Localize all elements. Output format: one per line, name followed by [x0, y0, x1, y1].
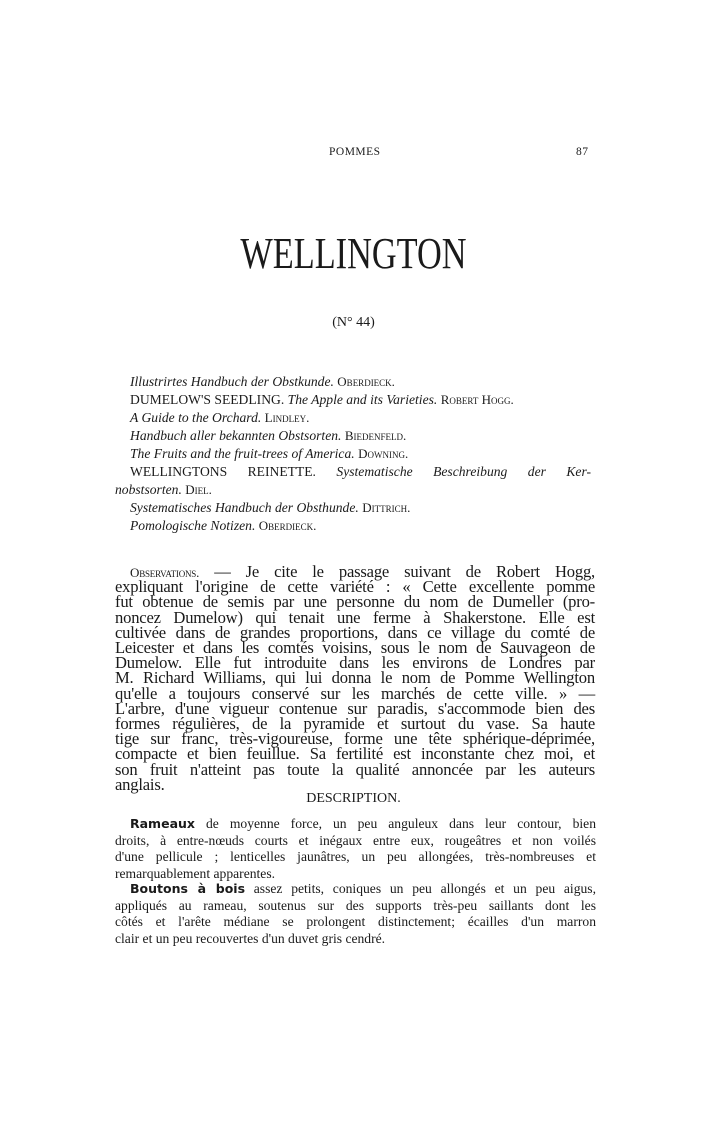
entry-work-title: A Guide to the Orchard. — [130, 410, 262, 425]
entry-author: Biedenfeld. — [344, 428, 407, 443]
bibliography-entry — [130, 464, 591, 480]
description-line — [115, 833, 596, 849]
bibliography-entry — [130, 518, 316, 534]
description-text: droits, à entre-nœuds courts et inégaux entre eux, rougeâtres et non voilés — [115, 832, 596, 848]
entry-author: Oberdieck. — [337, 374, 395, 389]
entry-work-title: Handbuch aller bekannten Obstsorten. — [130, 428, 342, 443]
observations-text: M. Richard Williams, qui lui donna le nom de Pomme Wellington — [115, 668, 595, 688]
observations-label: Observations. — [130, 565, 200, 580]
entry-author: Lindley. — [264, 410, 310, 425]
entry-name: WELLINGTONS REINETTE. — [130, 464, 337, 479]
variety-number: (N° 44) — [332, 315, 375, 330]
running-header: POMMES — [329, 146, 381, 158]
observations-line — [115, 759, 595, 779]
description-heading: DESCRIPTION. — [306, 791, 401, 806]
observations-text: Dumelow. Elle fut introduite dans les environs de Londres par — [115, 653, 595, 673]
page-title: WELLINGTON — [240, 229, 467, 278]
bibliography-entry — [130, 392, 514, 408]
entry-work-title: Systematische Beschreibung der Ker- — [336, 464, 591, 479]
entry-work-title: Systematisches Handbuch der Obsthunde. — [130, 500, 359, 515]
description-text: côtés et l'arête médiane se prolongent distinctement; écailles d'un marron — [115, 914, 596, 930]
description-line — [115, 866, 275, 882]
description-term: Rameaux — [130, 816, 195, 831]
description-text: clair et un peu recouvertes d'un duvet gris cendré. — [115, 930, 386, 946]
description-line — [130, 881, 596, 897]
description-line — [115, 931, 385, 947]
bibliography-entry — [130, 428, 406, 444]
observations-text: cultivée dans de grandes proportions, dans ce village du comté de — [115, 622, 595, 642]
entry-author: Diel. — [185, 482, 212, 497]
description-line — [130, 816, 596, 832]
description-text: appliqués au rameau, soutenus sur des supports très-peu saillants dont les — [115, 897, 596, 913]
observations-text: Leicester et dans les comtés voisins, sous le nom de Sauvageon de — [115, 638, 595, 657]
description-text: remarquablement apparentes. — [115, 865, 276, 881]
observations-text: anglais. — [115, 774, 165, 794]
description-text: assez petits, coniques un peu allongés et un peu aigus, — [245, 881, 596, 896]
bibliography-entry — [130, 500, 410, 516]
entry-work-title: The Apple and its Varieties. — [287, 392, 438, 407]
observations-text: expliquant l'origine de cette variété : « Cette excellente pomme — [115, 577, 595, 597]
description-text: de moyenne force, un peu anguleux dans leur contour, bien — [194, 816, 596, 831]
bibliography-entry — [130, 446, 408, 462]
observations-text: L'arbre, d'une vigueur contenue sur paradis, s'accommode bien des — [115, 698, 595, 718]
observations-line — [115, 774, 165, 794]
observations-text: qu'elle a toujours conservé sur les marchés de cette ville. » — — [115, 683, 595, 703]
entry-name: DUMELOW'S SEEDLING. — [130, 392, 288, 407]
description-line — [115, 914, 596, 930]
bibliography-entry — [115, 482, 212, 498]
page-number: 87 — [576, 146, 589, 158]
observations-text: fut obtenue de semis par une personne du nom de Dumeller (pro- — [115, 592, 595, 612]
entry-author: Downing. — [358, 446, 409, 461]
entry-work-title: Illustrirtes Handbuch der Obstkunde. — [130, 374, 334, 389]
description-text: d'une pellicule ; lenticelles jaunâtres, un peu allongées, très-nombreuses et — [115, 849, 596, 865]
entry-work-title: The Fruits and the fruit-trees of America. — [130, 446, 355, 461]
observations-text: formes régulières, de la pyramide et surtout du vase. Sa haute — [115, 714, 595, 733]
description-term: Boutons à bois — [130, 881, 246, 896]
observations-text: — Je cite le passage suivant de Robert Hogg, — [199, 562, 595, 581]
observations-text: compacte et bien feuillue. Sa fertilité est inconstante chez moi, et — [115, 744, 595, 764]
entry-work-title: Pomologische Notizen. — [130, 518, 256, 533]
entry-author: Robert Hogg. — [440, 392, 514, 407]
entry-author: Oberdieck. — [258, 518, 317, 533]
entry-author: Dittrich. — [362, 500, 411, 515]
description-line — [115, 898, 596, 914]
observations-text: son fruit n'atteint pas toute la qualité annoncée par les auteurs — [115, 759, 595, 779]
observations-text: noncez Dumelow) qui tenait une ferme à Shakerstone. Elle est — [115, 607, 595, 627]
observations-text: tige sur franc, très-vigoureuse, forme une tête sphérique-déprimée, — [115, 729, 595, 749]
entry-work-title: nobstsorten. — [115, 482, 182, 497]
bibliography-entry — [130, 410, 309, 426]
description-line — [115, 849, 596, 865]
bibliography-entry — [130, 374, 395, 390]
